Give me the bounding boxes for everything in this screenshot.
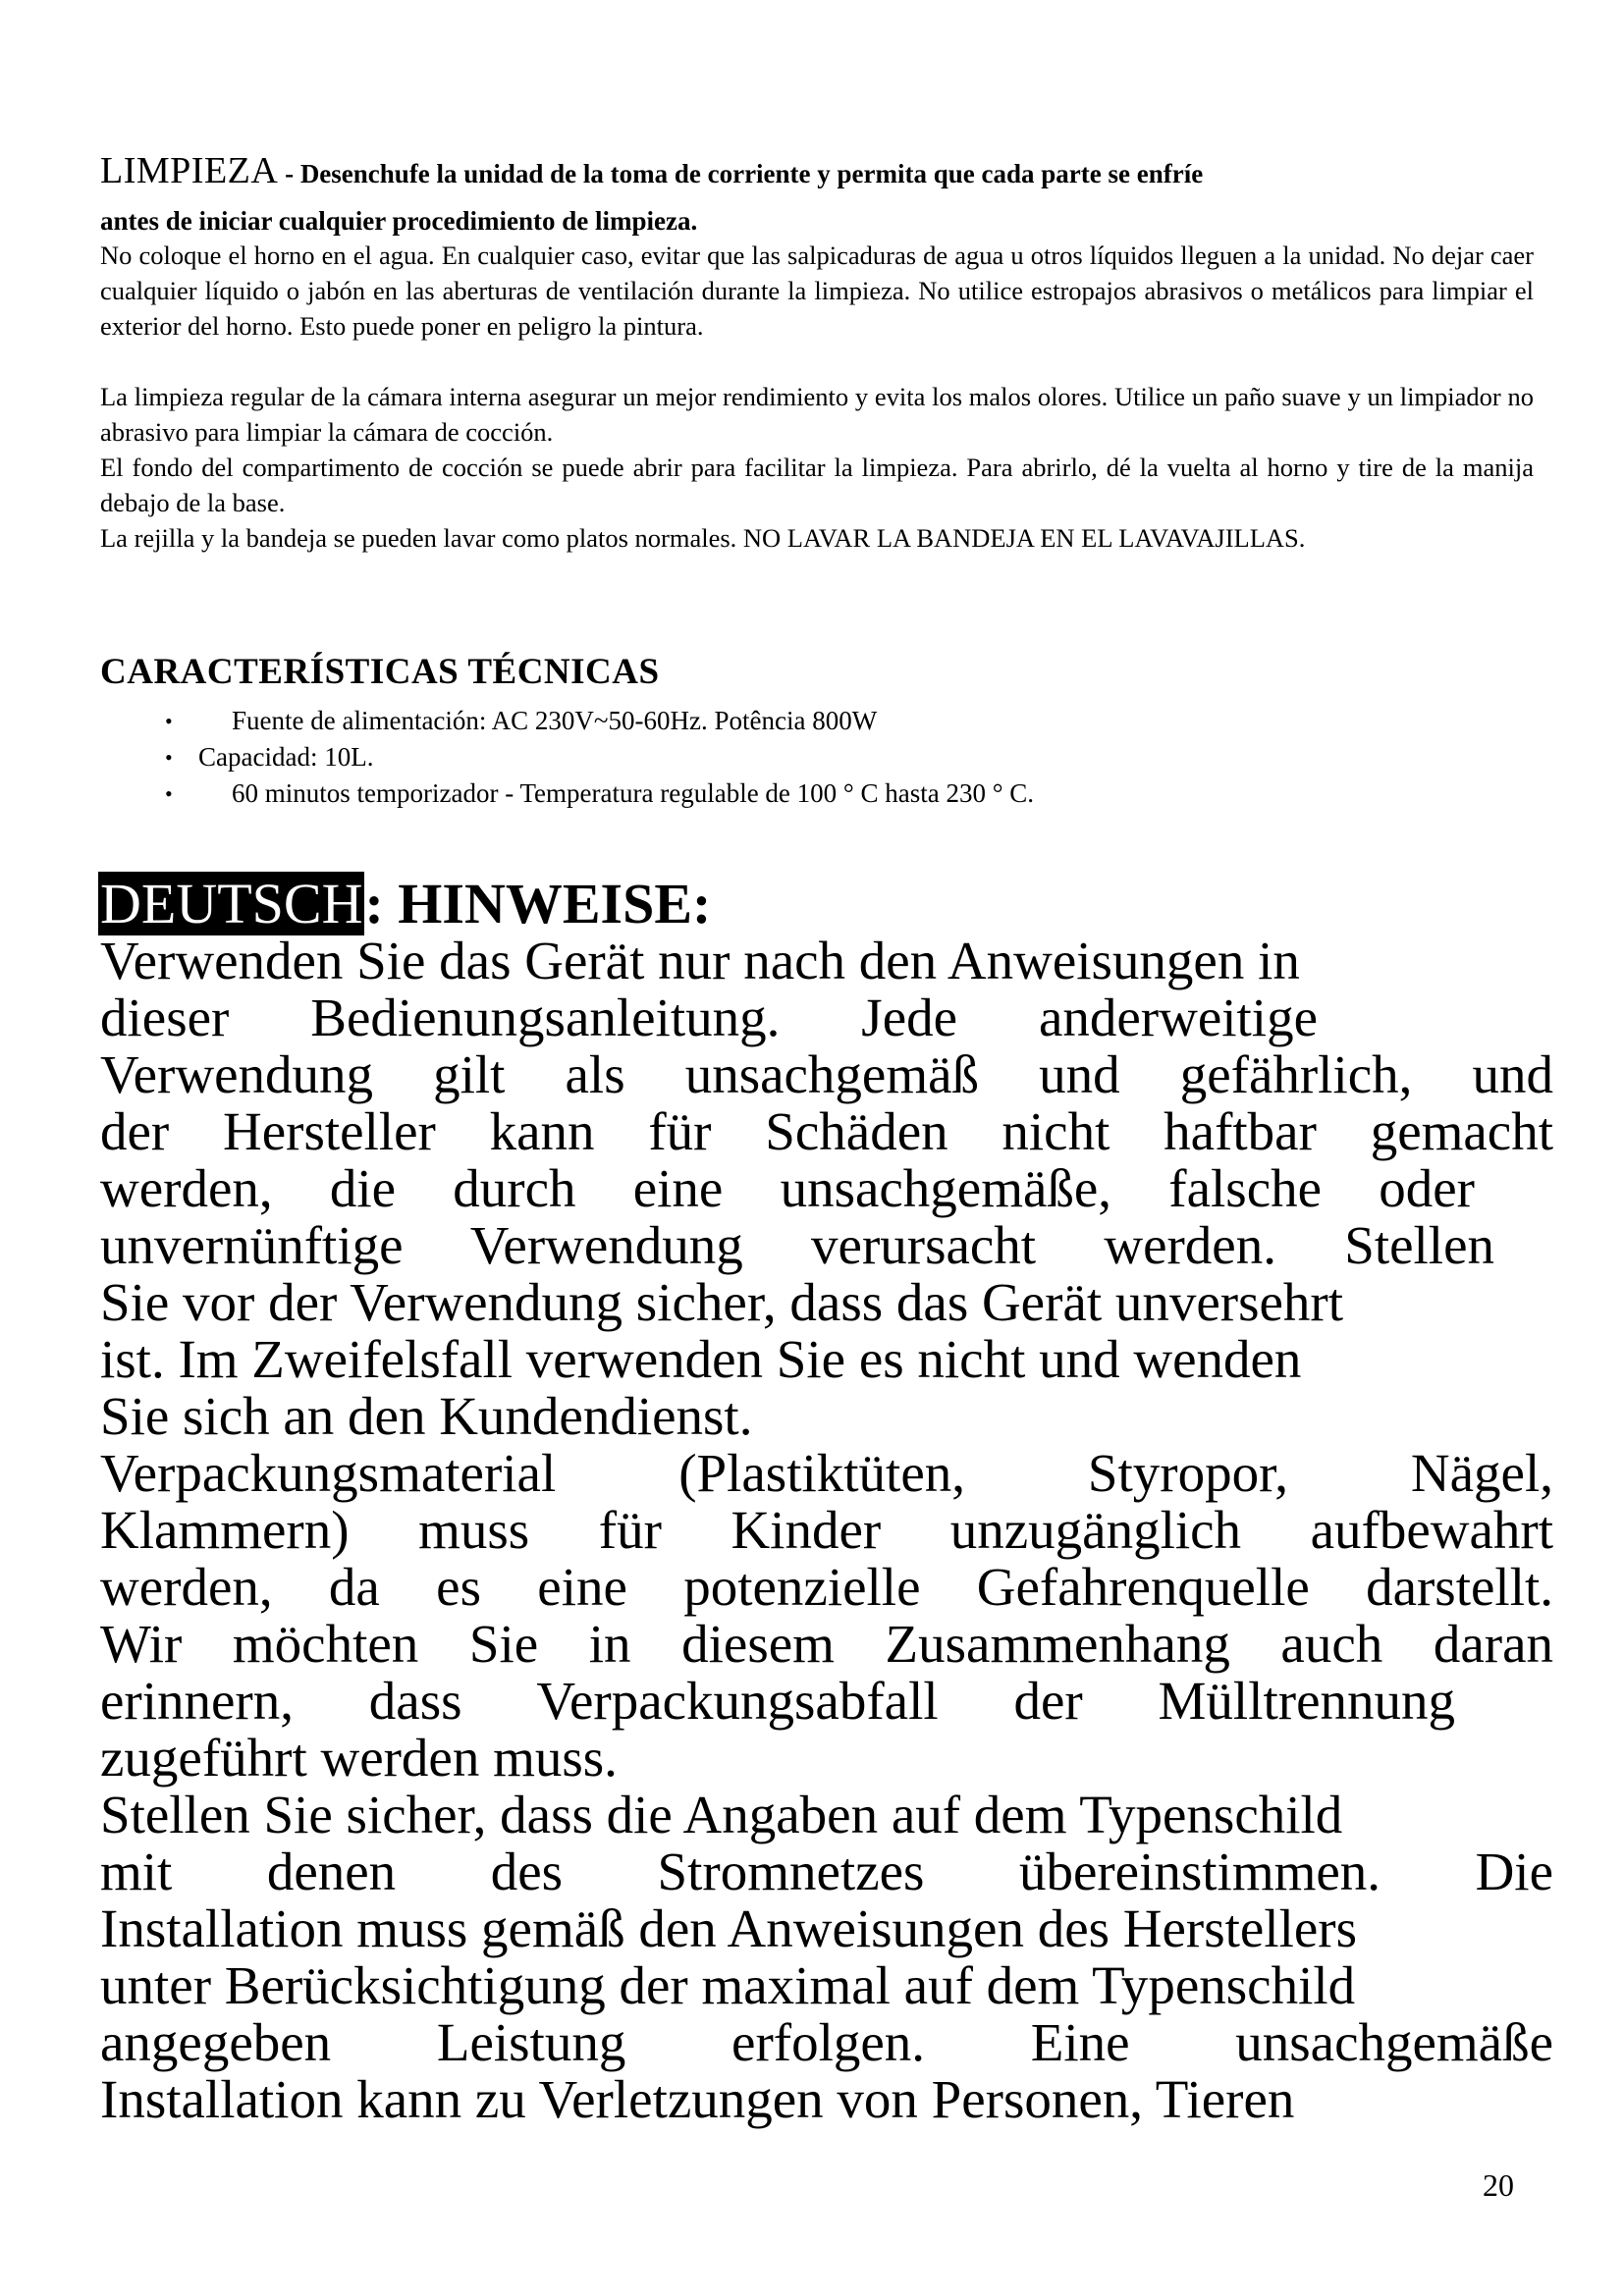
list-item bbox=[100, 703, 1377, 739]
text-line: zugeführt werden muss. bbox=[100, 1728, 618, 1788]
list-item-text: 60 minutos temporizador - Temperatura regulable de 100 ° C hasta 230 ° C. bbox=[232, 778, 1035, 808]
bullet-icon: • bbox=[165, 709, 173, 733]
limpieza-paragraph-2: La limpieza regular de la cámara interna asegurar un mejor rendimiento y evita los malos olores. Utilice un paño suave y un limpiador no abrasivo para limpiar la cámara de cocción. bbox=[100, 382, 1534, 447]
list-item bbox=[100, 739, 1377, 775]
text-line: Klammern) muss für Kinder unzugänglich aufbewahrt bbox=[100, 1500, 1553, 1560]
text-line: Installation kann zu Verletzungen von Personen, Tieren bbox=[100, 2069, 1295, 2129]
text-line: Sie sich an den Kundendienst. bbox=[100, 1386, 753, 1446]
text-line: angegeben Leistung erfolgen. Eine unsachgemäße bbox=[100, 2012, 1553, 2072]
limpieza-paragraph-4: La rejilla y la bandeja se pueden lavar como platos normales. NO LAVAR LA BANDEJA EN EL LAVAVAJILLAS. bbox=[100, 523, 1306, 553]
bullet-icon: • bbox=[165, 745, 173, 770]
list-item bbox=[100, 775, 1377, 812]
text-line: Sie vor der Verwendung sicher, dass das Gerät unversehrt bbox=[100, 1272, 1343, 1332]
deutsch-body bbox=[100, 933, 1553, 2128]
limpieza-intro-2: antes de iniciar cualquier procedimiento de limpieza. bbox=[100, 206, 698, 236]
text-line: Stellen Sie sicher, dass die Angaben auf dem Typenschild bbox=[100, 1785, 1343, 1844]
limpieza-title: LIMPIEZA bbox=[100, 150, 279, 191]
text-line: Installation muss gemäß den Anweisungen des Herstellers bbox=[100, 1898, 1358, 1958]
limpieza-intro-1: Desenchufe la unidad de la toma de corriente y permita que cada parte se enfríe bbox=[299, 159, 1204, 188]
text-line: werden, da es eine potenzielle Gefahrenquelle darstellt. bbox=[100, 1557, 1553, 1617]
caracteristicas-title: CARACTERÍSTICAS TÉCNICAS bbox=[100, 652, 660, 692]
text-line: werden, die durch eine unsachgemäße, falsche oder bbox=[100, 1158, 1475, 1218]
text-line: mit denen des Stromnetzes übereinstimmen. Die bbox=[100, 1842, 1553, 1901]
deutsch-heading-text: : HINWEISE: bbox=[364, 872, 712, 935]
text-line: Verwenden Sie das Gerät nur nach den Anweisungen in bbox=[100, 931, 1300, 990]
text-line: Verwendung gilt als unsachgemäß und gefährlich, und bbox=[100, 1044, 1553, 1104]
page-number: 20 bbox=[1483, 2167, 1514, 2203]
limpieza-paragraph-3: El fondo del compartimento de cocción se puede abrir para facilitar la limpieza. Para abrirlo, dé la vuelta al horno y tire de la manija debajo de la base. bbox=[100, 453, 1534, 517]
text-line: Verpackungsmaterial (Plastiktüten, Styropor, Nägel, bbox=[100, 1443, 1553, 1503]
limpieza-heading bbox=[100, 149, 1543, 192]
text-line: der Hersteller kann für Schäden nicht haftbar gemacht bbox=[100, 1101, 1553, 1161]
caracteristicas-list bbox=[100, 703, 1377, 812]
text-line: dieser Bedienungsanleitung. Jede anderweitige bbox=[100, 988, 1318, 1047]
bullet-icon: • bbox=[165, 781, 173, 806]
text-line: erinnern, dass Verpackungsabfall der Mülltrennung bbox=[100, 1671, 1455, 1731]
text-line: Wir möchten Sie in diesem Zusammenhang auch daran bbox=[100, 1614, 1553, 1674]
limpieza-sep: - bbox=[278, 159, 300, 188]
list-item-text: Fuente de alimentación: AC 230V~50-60Hz. Potência 800W bbox=[232, 706, 878, 735]
deutsch-heading bbox=[98, 872, 711, 936]
text-line: ist. Im Zweifelsfall verwenden Sie es nicht und wenden bbox=[100, 1329, 1302, 1389]
text-line: unter Berücksichtigung der maximal auf dem Typenschild bbox=[100, 1955, 1356, 2015]
list-item-text: Capacidad: 10L. bbox=[198, 742, 374, 772]
limpieza-paragraph-1: No coloque el horno en el agua. En cualquier caso, evitar que las salpicaduras de agua u otros líquidos lleguen a la unidad. No dejar caer cualquier líquido o jabón en las aberturas de ventilación durante la limpieza. No utilice estropajos abrasivos o metálicos para limpiar el exterior del horno. Esto puede poner en peligro la pintura. bbox=[100, 240, 1534, 341]
text-line: unvernünftige Verwendung verursacht werden. Stellen bbox=[100, 1215, 1494, 1275]
deutsch-language-label: DEUTSCH bbox=[100, 872, 363, 935]
